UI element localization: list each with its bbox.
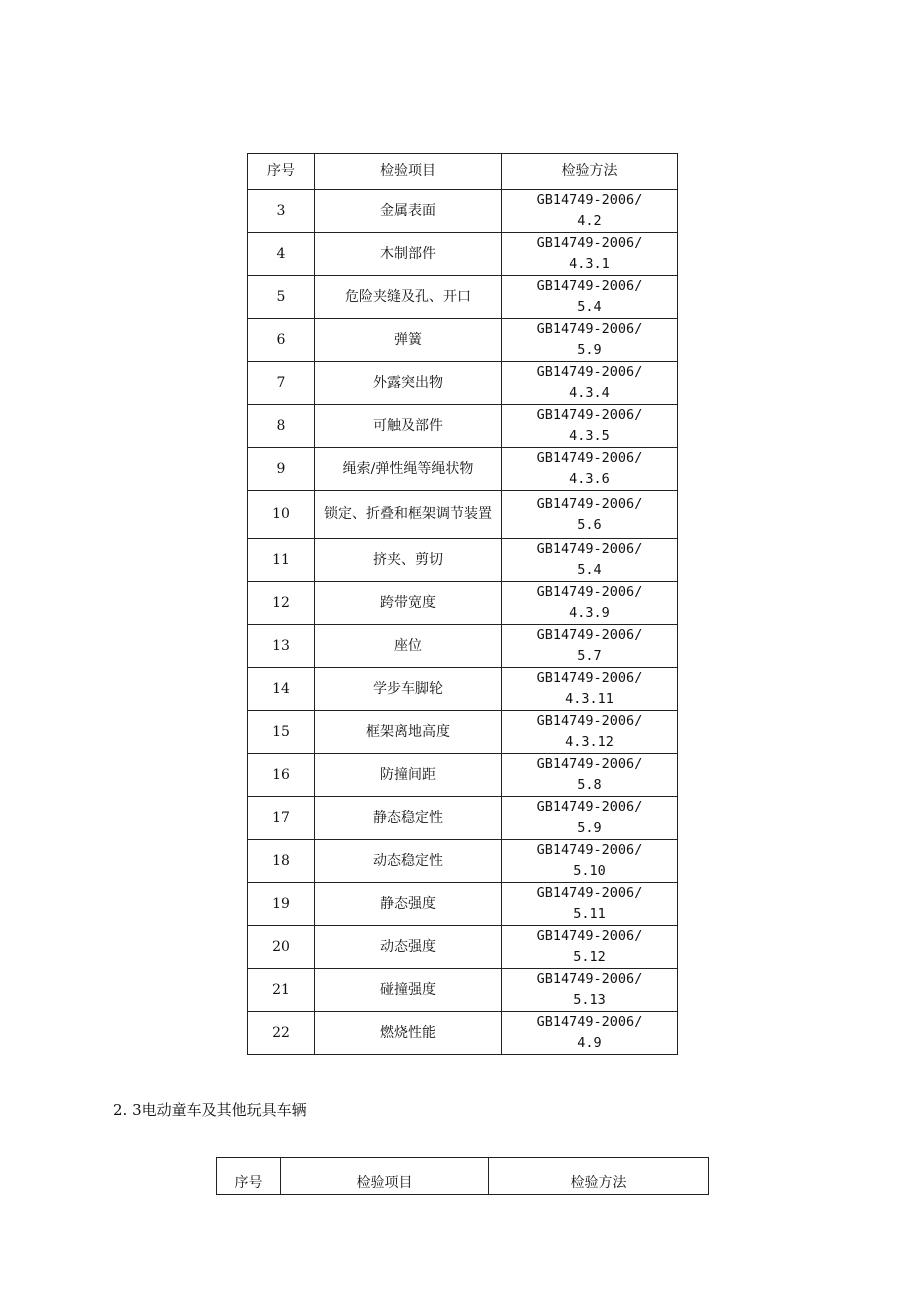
method-standard-code: GB14749-2006/ xyxy=(536,627,643,643)
cell-inspection-method xyxy=(502,448,678,491)
table-row xyxy=(248,926,678,969)
cell-inspection-method xyxy=(502,711,678,754)
table-row xyxy=(248,405,678,448)
cell-inspection-method xyxy=(502,969,678,1012)
cell-inspection-item: 金属表面 xyxy=(315,190,502,233)
method-clause-number: 4.3.4 xyxy=(569,385,610,401)
table-row xyxy=(248,754,678,797)
cell-inspection-method xyxy=(502,926,678,969)
method-standard-code: GB14749-2006/ xyxy=(536,407,643,423)
cell-serial-number: 5 xyxy=(248,276,315,319)
cell-inspection-method xyxy=(502,840,678,883)
table-row xyxy=(248,883,678,926)
cell-inspection-method xyxy=(502,625,678,668)
method-clause-number: 5.9 xyxy=(577,342,602,358)
method-clause-number: 5.4 xyxy=(577,562,602,578)
method-clause-number: 5.6 xyxy=(577,516,602,533)
cell-inspection-item: 燃烧性能 xyxy=(315,1012,502,1055)
table-row xyxy=(248,539,678,582)
method-standard-code: GB14749-2006/ xyxy=(536,235,643,251)
table-row xyxy=(248,668,678,711)
cell-inspection-method xyxy=(502,405,678,448)
method-clause-number: 5.4 xyxy=(577,299,602,315)
cell-inspection-method xyxy=(502,319,678,362)
cell-serial-number: 9 xyxy=(248,448,315,491)
cell-inspection-item: 外露突出物 xyxy=(315,362,502,405)
cell-inspection-method xyxy=(502,276,678,319)
cell-inspection-item: 锁定、折叠和框架调节装置 xyxy=(315,491,502,539)
method-clause-number: 4.3.1 xyxy=(569,256,610,272)
cell-inspection-method xyxy=(502,1012,678,1055)
cell-inspection-method xyxy=(502,233,678,276)
cell-serial-number: 14 xyxy=(248,668,315,711)
method-standard-code: GB14749-2006/ xyxy=(536,1014,643,1030)
cell-inspection-item: 危险夹缝及孔、开口 xyxy=(315,276,502,319)
table-row xyxy=(248,276,678,319)
table-header-row xyxy=(248,154,678,190)
cell-inspection-item: 木制部件 xyxy=(315,233,502,276)
method-standard-code: GB14749-2006/ xyxy=(536,670,643,686)
cell-serial-number: 10 xyxy=(248,491,315,539)
method-standard-code: GB14749-2006/ xyxy=(536,450,643,466)
cell-inspection-item: 绳索/弹性绳等绳状物 xyxy=(315,448,502,491)
table-header-row xyxy=(217,1158,709,1195)
method-clause-number: 4.9 xyxy=(577,1035,602,1051)
method-clause-number: 5.9 xyxy=(577,820,602,836)
header-serial-number: 序号 xyxy=(248,154,315,190)
cell-serial-number: 8 xyxy=(248,405,315,448)
method-standard-code: GB14749-2006/ xyxy=(536,321,643,337)
cell-inspection-method xyxy=(502,582,678,625)
table-row xyxy=(248,491,678,539)
cell-inspection-method xyxy=(502,362,678,405)
cell-inspection-method xyxy=(502,883,678,926)
header-inspection-item: 检验项目 xyxy=(281,1158,489,1195)
header-inspection-item: 检验项目 xyxy=(315,154,502,190)
table-row xyxy=(248,711,678,754)
cell-inspection-item: 动态强度 xyxy=(315,926,502,969)
cell-inspection-method xyxy=(502,539,678,582)
section-heading: 2. 3电动童车及其他玩具车辆 xyxy=(113,1101,307,1119)
method-standard-code: GB14749-2006/ xyxy=(536,278,643,294)
table-body xyxy=(248,190,678,1055)
method-standard-code: GB14749-2006/ xyxy=(536,799,643,815)
method-clause-number: 5.12 xyxy=(573,949,606,965)
method-standard-code: GB14749-2006/ xyxy=(536,928,643,944)
method-clause-number: 4.3.5 xyxy=(569,428,610,444)
method-standard-code: GB14749-2006/ xyxy=(536,541,643,557)
table-row xyxy=(248,233,678,276)
table-row xyxy=(248,362,678,405)
method-clause-number: 4.3.12 xyxy=(565,734,614,750)
cell-inspection-item: 跨带宽度 xyxy=(315,582,502,625)
cell-serial-number: 4 xyxy=(248,233,315,276)
cell-inspection-item: 学步车脚轮 xyxy=(315,668,502,711)
cell-serial-number: 15 xyxy=(248,711,315,754)
cell-inspection-item: 可触及部件 xyxy=(315,405,502,448)
method-standard-code: GB14749-2006/ xyxy=(536,756,643,772)
cell-serial-number: 18 xyxy=(248,840,315,883)
header-serial-number: 序号 xyxy=(217,1158,281,1195)
cell-serial-number: 12 xyxy=(248,582,315,625)
cell-serial-number: 22 xyxy=(248,1012,315,1055)
cell-inspection-method xyxy=(502,754,678,797)
table-row xyxy=(248,448,678,491)
method-standard-code: GB14749-2006/ xyxy=(536,364,643,380)
cell-inspection-item: 弹簧 xyxy=(315,319,502,362)
cell-serial-number: 19 xyxy=(248,883,315,926)
cell-inspection-method xyxy=(502,797,678,840)
cell-serial-number: 20 xyxy=(248,926,315,969)
table-row xyxy=(248,969,678,1012)
inspection-table-electric-vehicles xyxy=(216,1157,709,1195)
table-row xyxy=(248,319,678,362)
method-clause-number: 4.3.9 xyxy=(569,605,610,621)
method-clause-number: 4.3.11 xyxy=(565,691,614,707)
cell-serial-number: 6 xyxy=(248,319,315,362)
cell-inspection-item: 挤夹、剪切 xyxy=(315,539,502,582)
cell-inspection-method xyxy=(502,190,678,233)
cell-inspection-item: 防撞间距 xyxy=(315,754,502,797)
method-standard-code: GB14749-2006/ xyxy=(536,885,643,901)
table-row xyxy=(248,840,678,883)
method-standard-code: GB14749-2006/ xyxy=(536,192,643,208)
method-clause-number: 5.11 xyxy=(573,906,606,922)
cell-serial-number: 17 xyxy=(248,797,315,840)
table-row xyxy=(248,625,678,668)
method-clause-number: 4.2 xyxy=(577,213,602,229)
cell-inspection-item: 座位 xyxy=(315,625,502,668)
cell-serial-number: 13 xyxy=(248,625,315,668)
header-inspection-method: 检验方法 xyxy=(502,154,678,190)
cell-inspection-method xyxy=(502,668,678,711)
table-row xyxy=(248,797,678,840)
cell-serial-number: 21 xyxy=(248,969,315,1012)
table-row xyxy=(248,582,678,625)
cell-serial-number: 11 xyxy=(248,539,315,582)
cell-inspection-item: 框架离地高度 xyxy=(315,711,502,754)
header-inspection-method: 检验方法 xyxy=(489,1158,709,1195)
method-clause-number: 5.8 xyxy=(577,777,602,793)
method-standard-code: GB14749-2006/ xyxy=(536,842,643,858)
table-row xyxy=(248,190,678,233)
inspection-table-walker xyxy=(247,153,678,1055)
cell-inspection-item: 碰撞强度 xyxy=(315,969,502,1012)
cell-inspection-method xyxy=(502,491,678,539)
method-clause-number: 5.7 xyxy=(577,648,602,664)
method-clause-number: 5.10 xyxy=(573,863,606,879)
method-standard-code: GB14749-2006/ xyxy=(536,584,643,600)
method-standard-code: GB14749-2006/ xyxy=(536,971,643,987)
cell-inspection-item: 静态强度 xyxy=(315,883,502,926)
method-standard-code: GB14749-2006/ xyxy=(536,495,643,512)
method-clause-number: 4.3.6 xyxy=(569,471,610,487)
cell-inspection-item: 动态稳定性 xyxy=(315,840,502,883)
table-row xyxy=(248,1012,678,1055)
method-clause-number: 5.13 xyxy=(573,992,606,1008)
cell-serial-number: 3 xyxy=(248,190,315,233)
cell-inspection-item: 静态稳定性 xyxy=(315,797,502,840)
method-standard-code: GB14749-2006/ xyxy=(536,713,643,729)
cell-serial-number: 16 xyxy=(248,754,315,797)
cell-serial-number: 7 xyxy=(248,362,315,405)
